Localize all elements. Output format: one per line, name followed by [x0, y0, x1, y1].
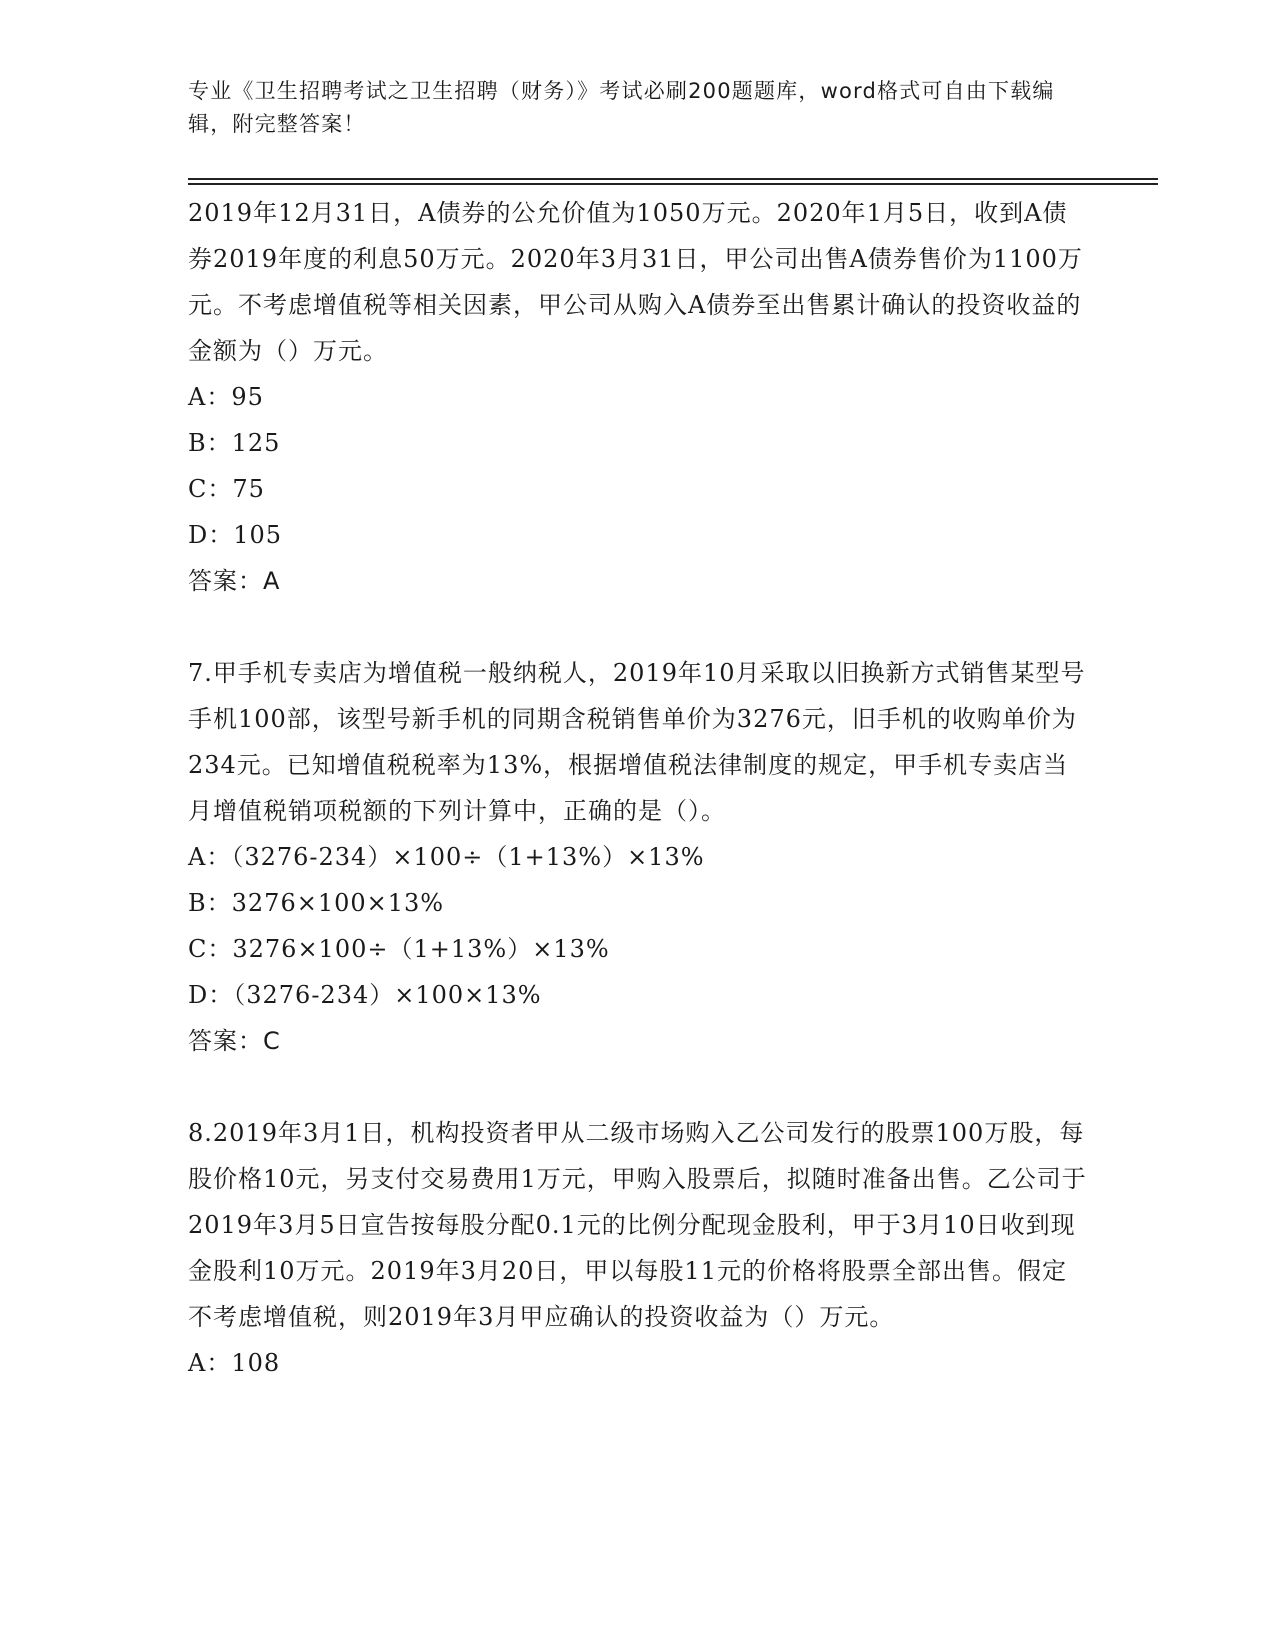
- spacer: [188, 1064, 1088, 1110]
- option-a: A：95: [188, 383, 264, 411]
- option-c: C：3276×100÷（1+13%）×13%: [188, 935, 610, 963]
- option-d: D：（3276-234）×100×13%: [188, 981, 542, 1009]
- question-block: [188, 190, 1088, 604]
- header-divider-top: [188, 178, 1158, 180]
- option-a: A：（3276-234）×100÷（1+13%）×13%: [188, 843, 705, 871]
- header-divider-bottom: [188, 183, 1158, 185]
- option-a: A：108: [188, 1349, 281, 1377]
- option-d: D：105: [188, 521, 283, 549]
- question-stem: 8.2019年3月1日，机构投资者甲从二级市场购入乙公司发行的股票100万股，每股价格10元，另支付交易费用1万元，甲购入股票后，拟随时准备出售。乙公司于2019年3月5日宣告按每股分配0.1元的比例分配现金股利，甲于3月10日收到现金股利10万元。2019年3月20日，甲以每股11元的价格将股票全部出售。假定不考虑增值税，则2019年3月甲应确认的投资收益为（）万元。: [188, 1119, 1087, 1331]
- question-stem: 2019年12月31日，A债券的公允价值为1050万元。2020年1月5日，收到A债券2019年度的利息50万元。2020年3月31日，甲公司出售A债券售价为1100万元。不考虑增值税等相关因素，甲公司从购入A债券至出售累计确认的投资收益的金额为（）万元。: [188, 199, 1083, 365]
- answer-line: 答案：C: [188, 1027, 281, 1055]
- option-b: B：125: [188, 429, 281, 457]
- question-block: [188, 1110, 1088, 1386]
- document-header: 专业《卫生招聘考试之卫生招聘（财务）》考试必刷200题题库，word格式可自由下载编辑，附完整答案！: [188, 79, 1055, 136]
- spacer: [188, 604, 1088, 650]
- option-b: B：3276×100×13%: [188, 889, 445, 917]
- answer-line: 答案：A: [188, 567, 281, 595]
- document-body: [188, 190, 1088, 1386]
- question-block: [188, 650, 1088, 1064]
- question-stem: 7.甲手机专卖店为增值税一般纳税人，2019年10月采取以旧换新方式销售某型号手机100部，该型号新手机的同期含税销售单价为3276元，旧手机的收购单价为234元。已知增值税税率为13%，根据增值税法律制度的规定，甲手机专卖店当月增值税销项税额的下列计算中，正确的是（）。: [188, 659, 1086, 825]
- option-c: C：75: [188, 475, 265, 503]
